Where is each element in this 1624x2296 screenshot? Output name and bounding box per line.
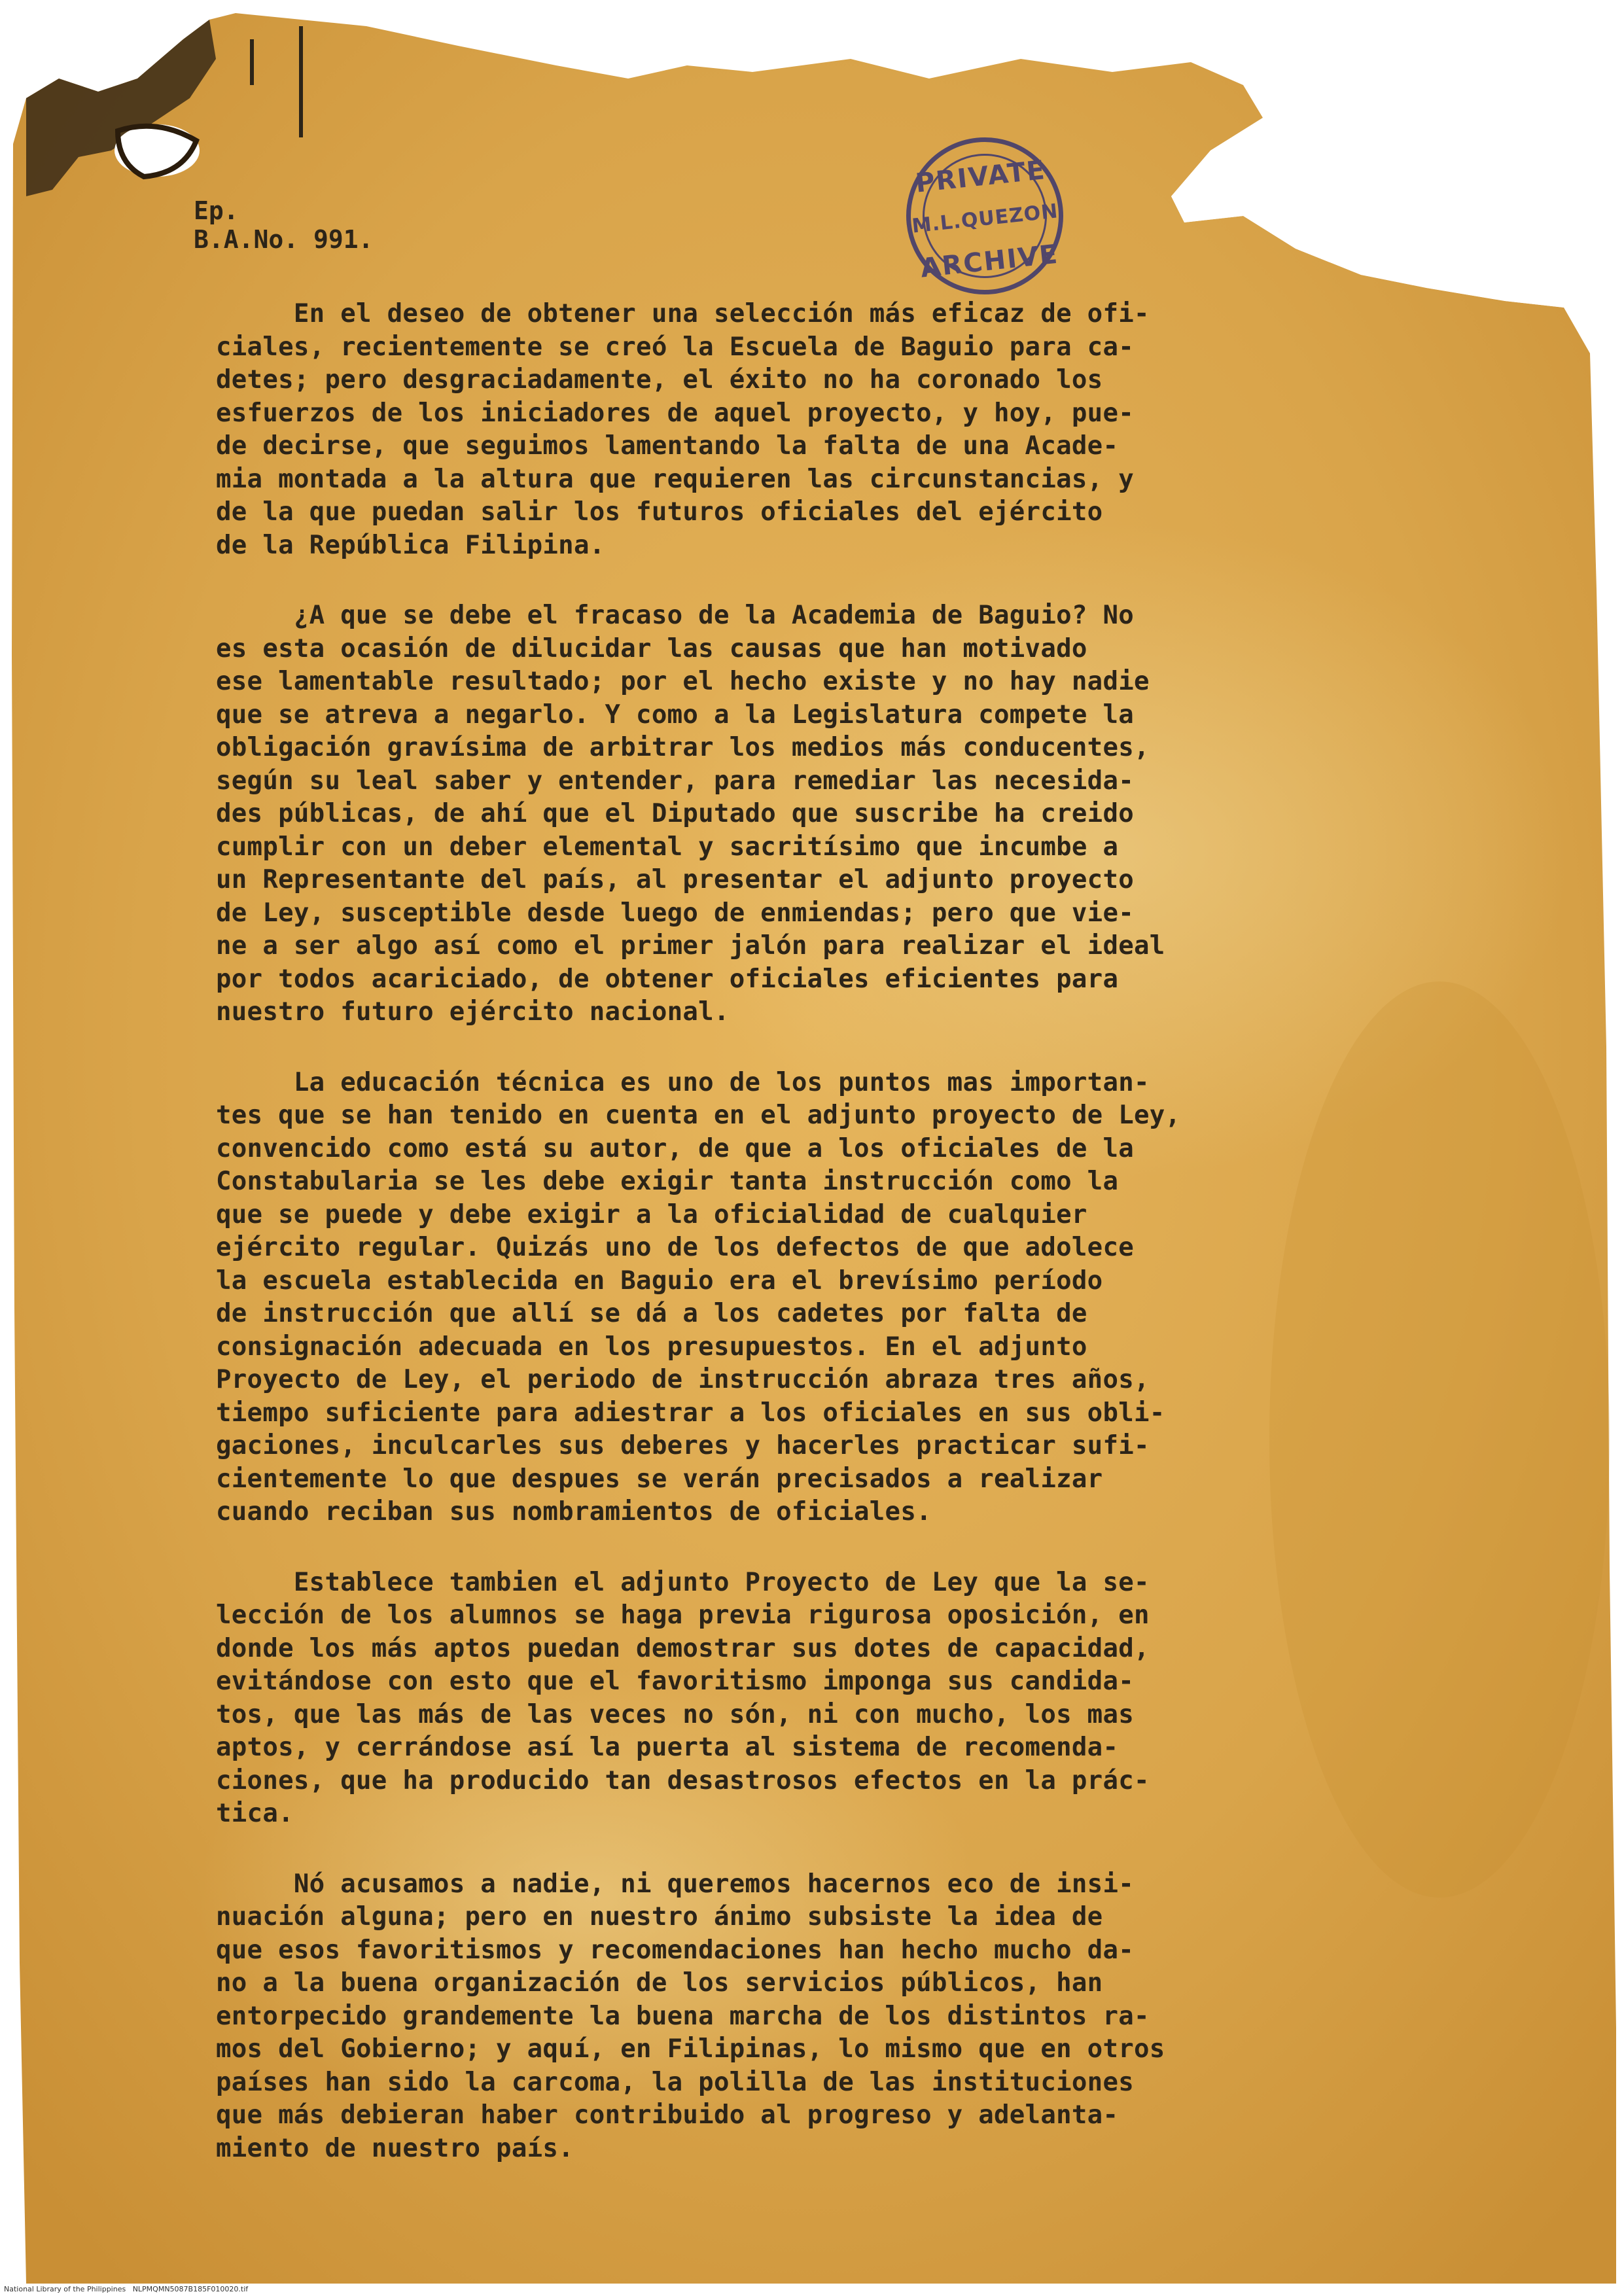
paragraph — [216, 1566, 1472, 1831]
text-line: mos del Gobierno; y aquí, en Filipinas, lo mismo que en otros — [216, 2034, 1165, 2064]
text-line: cumplir con un deber elemental y sacritísimo que incumbe a — [216, 832, 1119, 862]
text-line: tiempo suficiente para adiestrar a los oficiales en sus obli- — [216, 1398, 1165, 1428]
paragraph — [216, 298, 1472, 562]
reference-line: Ep. — [194, 196, 239, 225]
text-line: de Ley, susceptible desde luego de enmiendas; pero que vie- — [216, 898, 1135, 928]
text-line: gaciones, inculcarles sus deberes y hacerles practicar sufi- — [216, 1431, 1150, 1460]
text-line: es esta ocasión de dilucidar las causas que han motivado — [216, 633, 1087, 663]
text-line: tica. — [216, 1799, 294, 1828]
stamp-middle-text: M.L.QUEZON — [911, 200, 1059, 238]
text-line: des públicas, de ahí que el Diputado que suscribe ha creido — [216, 799, 1135, 828]
text-line: aptos, y cerrándose así la puerta al sistema de recomenda- — [216, 1733, 1119, 1762]
text-line: mia montada a la altura que requieren las circunstancias, y — [216, 464, 1135, 494]
text-line: países han sido la carcoma, la polilla de las instituciones — [216, 2067, 1135, 2097]
text-line: convencido como está su autor, de que a los oficiales de la — [216, 1133, 1135, 1163]
reference-block — [194, 196, 374, 254]
text-line: donde los más aptos puedan demostrar sus dotes de capacidad, — [216, 1633, 1150, 1663]
text-line: ¿A que se debe el fracaso de la Academia de Baguio? No — [216, 601, 1135, 630]
text-line: La educación técnica es uno de los puntos mas importan- — [216, 1067, 1150, 1097]
text-line: que se puede y debe exigir a la oficialidad de cualquier — [216, 1199, 1087, 1229]
text-line: Nó acusamos a nadie, ni queremos hacernos eco de insi- — [216, 1869, 1135, 1899]
text-line: que se atreva a negarlo. Y como a la Legislatura compete la — [216, 699, 1135, 730]
text-line: según su leal saber y entender, para remediar las necesida- — [216, 766, 1135, 796]
text-line: de decirse, que seguimos lamentando la falta de una Acade- — [216, 431, 1119, 461]
text-line: un Representante del país, al presentar el adjunto proyecto — [216, 865, 1135, 894]
text-line: cientemente lo que despues se verán precisados a realizar — [216, 1464, 1103, 1494]
reference-line: B.A.No. 991. — [194, 225, 374, 254]
text-line: tos, que las más de las veces no són, ni con mucho, los mas — [216, 1699, 1135, 1729]
text-line: Proyecto de Ley, el periodo de instrucción abraza tres años, — [216, 1365, 1150, 1394]
text-line: cuando reciban sus nombramientos de oficiales. — [216, 1497, 932, 1527]
text-line: ejército regular. Quizás uno de los defectos de que adolece — [216, 1233, 1135, 1262]
text-line: consignación adecuada en los presupuestos. En el adjunto — [216, 1332, 1087, 1362]
text-line: evitándose con esto que el favoritismo imponga sus candida- — [216, 1667, 1135, 1696]
text-line: obligación gravísima de arbitrar los medios más conducentes, — [216, 733, 1150, 762]
text-line: Establece tambien el adjunto Proyecto de Ley que la se- — [216, 1567, 1150, 1597]
text-line: de la que puedan salir los futuros oficiales del ejército — [216, 497, 1103, 527]
text-line: ciones, que ha producido tan desastrosos efectos en la prác- — [216, 1765, 1150, 1795]
paragraph — [216, 599, 1472, 1029]
text-line: esfuerzos de los iniciadores de aquel proyecto, y hoy, pue- — [216, 398, 1135, 428]
letter-body — [216, 298, 1472, 2202]
text-line: que esos favoritismos y recomendaciones han hecho mucho da- — [216, 1935, 1135, 1965]
text-line: nuestro futuro ejército nacional. — [216, 997, 730, 1027]
text-line: En el deseo de obtener una selección más eficaz de ofi- — [216, 299, 1150, 328]
text-line: lección de los alumnos se haga previa rigurosa oposición, en — [216, 1600, 1150, 1630]
text-line: entorpecido grandemente la buena marcha de los distintos ra- — [216, 2001, 1150, 2031]
paragraph — [216, 1868, 1472, 2166]
text-line: Constabularia se les debe exigir tanta instrucción como la — [216, 1167, 1119, 1196]
text-line: ne a ser algo así como el primer jalón para realizar el ideal — [216, 931, 1165, 961]
text-line: ciales, recientemente se creó la Escuela de Baguio para ca- — [216, 332, 1135, 362]
text-line: no a la buena organización de los servicios públicos, han — [216, 1968, 1103, 1998]
text-line: por todos acariciado, de obtener oficiales eficientes para — [216, 964, 1119, 994]
text-line: miento de nuestro país. — [216, 2133, 574, 2163]
text-line: la escuela establecida en Baguio era el brevísimo período — [216, 1265, 1103, 1296]
stamp-top-text: PRIVATE — [914, 155, 1048, 199]
text-line: de instrucción que allí se dá a los cadetes por falta de — [216, 1299, 1087, 1328]
text-line: detes; pero desgraciadamente, el éxito no ha coronado los — [216, 365, 1103, 395]
archive-footer: National Library of the Philippines NLPMQMN5087B185F010020.tif — [4, 2285, 249, 2293]
stamp-bottom-text: ARCHIVE — [919, 239, 1061, 284]
text-line: que más debieran haber contribuido al progreso y adelanta- — [216, 2100, 1119, 2130]
paragraph — [216, 1067, 1472, 1529]
text-line: ese lamentable resultado; por el hecho existe y no hay nadie — [216, 667, 1150, 696]
text-line: de la República Filipina. — [216, 530, 605, 560]
text-line: nuación alguna; pero en nuestro ánimo subsiste la idea de — [216, 1902, 1103, 1932]
text-line: tes que se han tenido en cuenta en el adjunto proyecto de Ley, — [216, 1101, 1181, 1130]
